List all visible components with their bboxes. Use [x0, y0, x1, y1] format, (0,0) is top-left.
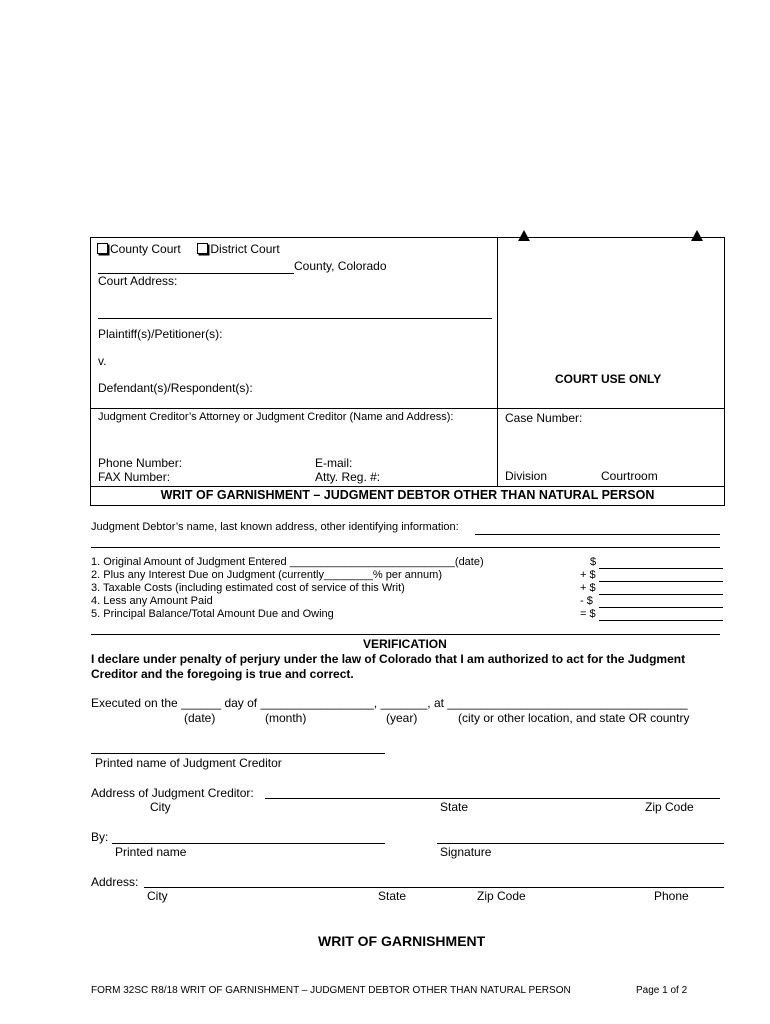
by-label: By:	[91, 830, 109, 844]
district-court-label: District Court	[210, 242, 280, 256]
address-state-caption: State	[378, 889, 407, 903]
amount-blank-3[interactable]	[599, 594, 723, 595]
verification-heading: VERIFICATION	[363, 637, 447, 651]
executed-date-caption: (date)	[184, 711, 216, 725]
atty-reg-label: Atty. Reg. #:	[315, 470, 381, 484]
address-blank[interactable]	[144, 887, 724, 888]
amount-blank-1[interactable]	[599, 568, 723, 569]
address-city-caption: City	[147, 889, 168, 903]
creditor-city-caption: City	[150, 800, 171, 814]
defendant-label: Defendant(s)/Respondent(s):	[98, 381, 253, 395]
caption-divider	[497, 237, 498, 486]
court-use-only: COURT USE ONLY	[555, 372, 662, 386]
section-divider	[91, 634, 720, 635]
creditor-zip-caption: Zip Code	[645, 800, 694, 814]
court-type-options	[97, 242, 280, 256]
address-phone-caption: Phone	[654, 889, 689, 903]
court-address-blank[interactable]	[98, 318, 492, 319]
executed-year-caption: (year)	[386, 711, 418, 725]
debtor-info-blank-2[interactable]	[91, 547, 720, 548]
executed-month-caption: (month)	[265, 711, 307, 725]
signature-blank[interactable]	[437, 843, 724, 844]
county-colorado-label: County, Colorado	[294, 259, 387, 273]
amount-sign-5: = $	[580, 608, 596, 620]
debtor-info-label: Judgment Debtor’s name, last known address, other identifying information:	[91, 521, 459, 533]
by-printed-name-blank[interactable]	[112, 843, 385, 844]
amount-line-2: 2. Plus any Interest Due on Judgment (currently________% per annum)	[91, 569, 442, 581]
title-divider	[90, 486, 725, 487]
amount-line-4: 4. Less any Amount Paid	[91, 595, 213, 607]
footer-page-number: Page 1 of 2	[636, 985, 688, 996]
caption-row-divider	[90, 408, 725, 409]
address-label: Address:	[91, 875, 139, 889]
amount-line-1: 1. Original Amount of Judgment Entered ___________________________(date)	[91, 556, 484, 568]
printed-name-creditor-label: Printed name of Judgment Creditor	[95, 756, 282, 770]
attorney-label: Judgment Creditor’s Attorney or Judgment Creditor (Name and Address):	[98, 411, 454, 423]
executed-city-caption: (city or other location, and state OR country	[458, 711, 690, 725]
amount-blank-4[interactable]	[599, 607, 723, 608]
fax-number-label: FAX Number:	[98, 470, 171, 484]
case-number-label: Case Number:	[505, 411, 583, 425]
amount-line-3: 3. Taxable Costs (including estimated cost of service of this Writ)	[91, 582, 405, 594]
versus-label: v.	[98, 354, 107, 368]
division-label: Division	[505, 469, 548, 483]
county-court-checkbox[interactable]	[97, 243, 108, 254]
footer-form-id: FORM 32SC R8/18 WRIT OF GARNISHMENT – JUDGMENT DEBTOR OTHER THAN NATURAL PERSON	[91, 985, 571, 996]
amount-blank-2[interactable]	[599, 581, 723, 582]
county-court-label: County Court	[110, 242, 181, 256]
printed-name-caption: Printed name	[115, 845, 187, 859]
signature-caption: Signature	[440, 845, 492, 859]
verification-declaration-2: Creditor and the foregoing is true and correct.	[91, 667, 354, 681]
executed-line: Executed on the ______ day of _________________, _______, at ____________________________________	[91, 696, 688, 710]
phone-number-label: Phone Number:	[98, 456, 183, 470]
printed-name-creditor-blank[interactable]	[91, 753, 385, 754]
debtor-info-blank-1[interactable]	[475, 534, 720, 535]
amount-line-5: 5. Principal Balance/Total Amount Due and Owing	[91, 608, 334, 620]
amount-blank-5[interactable]	[599, 620, 723, 621]
amount-sign-3: + $	[580, 582, 596, 594]
amount-sign-2: + $	[580, 569, 596, 581]
form-title: WRIT OF GARNISHMENT – JUDGMENT DEBTOR OTHER THAN NATURAL PERSON	[160, 488, 655, 502]
bottom-title: WRIT OF GARNISHMENT	[318, 933, 486, 949]
courtroom-label: Courtroom	[601, 469, 658, 483]
court-address-label: Court Address:	[98, 274, 178, 288]
address-creditor-blank[interactable]	[265, 798, 720, 799]
creditor-state-caption: State	[440, 800, 469, 814]
address-creditor-label: Address of Judgment Creditor:	[91, 786, 254, 800]
amount-sign-1: $	[590, 556, 597, 568]
address-zip-caption: Zip Code	[477, 889, 526, 903]
plaintiff-label: Plaintiff(s)/Petitioner(s):	[98, 327, 223, 341]
district-court-checkbox[interactable]	[197, 243, 208, 254]
verification-declaration-1: I declare under penalty of perjury under the law of Colorado that I am authorized to act for the Judgment	[91, 652, 686, 666]
amount-sign-4: - $	[580, 595, 593, 607]
email-label: E-mail:	[315, 456, 353, 470]
